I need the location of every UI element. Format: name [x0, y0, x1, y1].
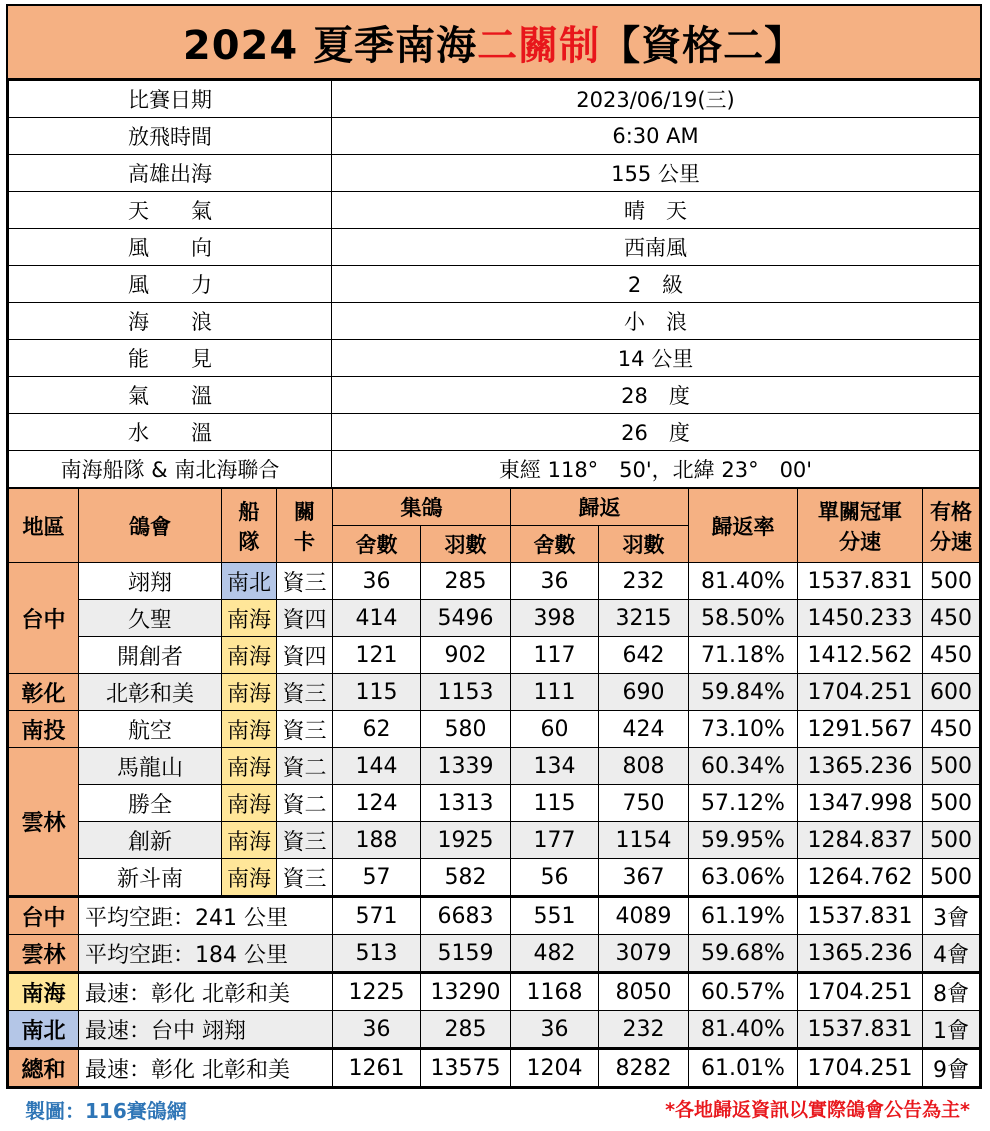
return-rate-cell: 59.95%	[689, 822, 798, 859]
gather-houses-cell: 414	[333, 600, 421, 637]
stage-cell: 資三	[277, 822, 333, 859]
sum-return-rate-cell: 61.19%	[689, 897, 798, 935]
sum-gather-birds-cell: 13290	[421, 973, 511, 1011]
col-header-qual: 有格 分速	[923, 489, 980, 563]
return-rate-cell: 81.40%	[689, 563, 798, 600]
title-suffix: 【資格二】	[600, 22, 806, 69]
gather-birds-cell: 285	[421, 563, 511, 600]
sum-return-birds-cell: 8282	[599, 1049, 689, 1087]
info-value: 2 級	[332, 266, 980, 303]
club-cell: 航空	[79, 711, 222, 748]
info-value: 晴 天	[332, 192, 980, 229]
info-value: 26 度	[332, 414, 980, 451]
col-header-club: 鴿會	[79, 489, 222, 563]
info-row	[9, 266, 980, 303]
sum-gather-birds-cell: 285	[421, 1011, 511, 1049]
info-label: 比賽日期	[9, 81, 332, 118]
col-header-gather: 集鴿	[333, 489, 511, 526]
page-title	[8, 6, 980, 80]
qualify-speed-cell: 500	[923, 563, 980, 600]
gather-birds-cell: 5496	[421, 600, 511, 637]
sum-champion-speed-cell: 1704.251	[798, 973, 923, 1011]
info-row	[9, 451, 980, 488]
return-rate-cell: 73.10%	[689, 711, 798, 748]
champion-speed-cell: 1347.998	[798, 785, 923, 822]
team-cell: 南海	[222, 859, 277, 897]
sum-return-rate-cell: 60.57%	[689, 973, 798, 1011]
table-row	[9, 711, 980, 748]
summary-region-cell: 台中	[9, 897, 79, 935]
info-value: 155 公里	[332, 155, 980, 192]
sum-return-birds-cell: 4089	[599, 897, 689, 935]
team-cell: 南海	[222, 748, 277, 785]
return-birds-cell: 232	[599, 563, 689, 600]
stage-cell: 資四	[277, 637, 333, 674]
info-row	[9, 192, 980, 229]
info-value: 小 浪	[332, 303, 980, 340]
info-label: 天 氣	[9, 192, 332, 229]
qualify-speed-cell: 450	[923, 637, 980, 674]
region-cell: 台中	[9, 563, 79, 674]
table-row	[9, 822, 980, 859]
return-birds-cell: 690	[599, 674, 689, 711]
table-row	[9, 859, 980, 897]
gather-houses-cell: 115	[333, 674, 421, 711]
sum-club-count-cell: 1會	[923, 1011, 980, 1049]
champion-speed-cell: 1450.233	[798, 600, 923, 637]
return-rate-cell: 57.12%	[689, 785, 798, 822]
club-cell: 創新	[79, 822, 222, 859]
return-birds-cell: 367	[599, 859, 689, 897]
stage-cell: 資三	[277, 563, 333, 600]
summary-label-cell: 最速：彰化 北彰和美	[79, 1049, 333, 1087]
sum-gather-birds-cell: 5159	[421, 935, 511, 973]
club-cell: 北彰和美	[79, 674, 222, 711]
team-cell: 南北	[222, 563, 277, 600]
gather-birds-cell: 1313	[421, 785, 511, 822]
stage-cell: 資二	[277, 785, 333, 822]
return-houses-cell: 111	[511, 674, 599, 711]
return-birds-cell: 1154	[599, 822, 689, 859]
summary-row	[9, 1049, 980, 1087]
col-header-region: 地區	[9, 489, 79, 563]
gather-houses-cell: 57	[333, 859, 421, 897]
sum-club-count-cell: 9會	[923, 1049, 980, 1087]
champion-speed-cell: 1365.236	[798, 748, 923, 785]
info-label: 放飛時間	[9, 118, 332, 155]
sum-club-count-cell: 8會	[923, 973, 980, 1011]
sum-return-houses-cell: 482	[511, 935, 599, 973]
sum-return-houses-cell: 36	[511, 1011, 599, 1049]
return-houses-cell: 60	[511, 711, 599, 748]
credit-text: 製圖：116賽鴿網	[25, 1099, 187, 1123]
qualify-speed-cell: 500	[923, 822, 980, 859]
summary-label-cell: 最速：彰化 北彰和美	[79, 973, 333, 1011]
footer	[0, 1094, 990, 1126]
club-cell: 開創者	[79, 637, 222, 674]
race-info-table	[8, 80, 980, 488]
col-header-return-houses: 舍數	[511, 526, 599, 563]
gather-birds-cell: 1153	[421, 674, 511, 711]
sum-return-houses-cell: 1168	[511, 973, 599, 1011]
gather-houses-cell: 121	[333, 637, 421, 674]
return-houses-cell: 134	[511, 748, 599, 785]
info-value: 2023/06/19(三)	[332, 81, 980, 118]
champion-speed-cell: 1284.837	[798, 822, 923, 859]
info-row	[9, 340, 980, 377]
sum-gather-birds-cell: 6683	[421, 897, 511, 935]
champion-speed-cell: 1704.251	[798, 674, 923, 711]
col-header-return: 歸返	[511, 489, 689, 526]
table-row	[9, 785, 980, 822]
summary-label-cell: 平均空距：184 公里	[79, 935, 333, 973]
gather-houses-cell: 188	[333, 822, 421, 859]
gather-birds-cell: 1925	[421, 822, 511, 859]
return-houses-cell: 117	[511, 637, 599, 674]
stage-cell: 資三	[277, 674, 333, 711]
qualify-speed-cell: 500	[923, 785, 980, 822]
gather-birds-cell: 1339	[421, 748, 511, 785]
info-label: 水 溫	[9, 414, 332, 451]
info-row	[9, 303, 980, 340]
champion-speed-cell: 1412.562	[798, 637, 923, 674]
results-sheet	[6, 4, 982, 1089]
results-table	[8, 488, 980, 1087]
return-houses-cell: 177	[511, 822, 599, 859]
return-birds-cell: 750	[599, 785, 689, 822]
champion-speed-cell: 1537.831	[798, 563, 923, 600]
summary-row	[9, 973, 980, 1011]
info-label: 風 力	[9, 266, 332, 303]
summary-region-cell: 雲林	[9, 935, 79, 973]
sum-return-rate-cell: 61.01%	[689, 1049, 798, 1087]
info-label: 氣 溫	[9, 377, 332, 414]
gather-birds-cell: 580	[421, 711, 511, 748]
return-rate-cell: 71.18%	[689, 637, 798, 674]
return-houses-cell: 36	[511, 563, 599, 600]
club-cell: 馬龍山	[79, 748, 222, 785]
sum-return-birds-cell: 3079	[599, 935, 689, 973]
summary-row	[9, 1011, 980, 1049]
sum-club-count-cell: 4會	[923, 935, 980, 973]
gather-houses-cell: 62	[333, 711, 421, 748]
stage-cell: 資三	[277, 859, 333, 897]
table-row	[9, 600, 980, 637]
return-houses-cell: 398	[511, 600, 599, 637]
stage-cell: 資四	[277, 600, 333, 637]
stage-cell: 資三	[277, 711, 333, 748]
table-row	[9, 563, 980, 600]
title-prefix: 2024 夏季南海	[182, 22, 478, 69]
team-cell: 南海	[222, 711, 277, 748]
sum-return-rate-cell: 59.68%	[689, 935, 798, 973]
sum-gather-houses-cell: 571	[333, 897, 421, 935]
sum-return-houses-cell: 1204	[511, 1049, 599, 1087]
info-row	[9, 118, 980, 155]
region-cell: 雲林	[9, 748, 79, 897]
qualify-speed-cell: 600	[923, 674, 980, 711]
table-row	[9, 748, 980, 785]
club-cell: 新斗南	[79, 859, 222, 897]
club-cell: 勝全	[79, 785, 222, 822]
summary-row	[9, 897, 980, 935]
return-houses-cell: 115	[511, 785, 599, 822]
info-value: 西南風	[332, 229, 980, 266]
col-header-gather-birds: 羽數	[421, 526, 511, 563]
gather-birds-cell: 582	[421, 859, 511, 897]
info-row	[9, 229, 980, 266]
region-cell: 南投	[9, 711, 79, 748]
info-value: 28 度	[332, 377, 980, 414]
sum-return-birds-cell: 232	[599, 1011, 689, 1049]
gather-birds-cell: 902	[421, 637, 511, 674]
return-birds-cell: 808	[599, 748, 689, 785]
return-houses-cell: 56	[511, 859, 599, 897]
info-value: 東經 118° 50'，北緯 23° 00'	[332, 451, 980, 488]
qualify-speed-cell: 500	[923, 859, 980, 897]
team-cell: 南海	[222, 674, 277, 711]
summary-region-cell: 南北	[9, 1011, 79, 1049]
team-cell: 南海	[222, 822, 277, 859]
sum-return-houses-cell: 551	[511, 897, 599, 935]
info-label: 海 浪	[9, 303, 332, 340]
sum-champion-speed-cell: 1365.236	[798, 935, 923, 973]
stage-cell: 資二	[277, 748, 333, 785]
sum-champion-speed-cell: 1704.251	[798, 1049, 923, 1087]
info-label: 能 見	[9, 340, 332, 377]
team-cell: 南海	[222, 637, 277, 674]
champion-speed-cell: 1264.762	[798, 859, 923, 897]
info-row	[9, 414, 980, 451]
region-cell: 彰化	[9, 674, 79, 711]
sum-return-birds-cell: 8050	[599, 973, 689, 1011]
qualify-speed-cell: 450	[923, 600, 980, 637]
gather-houses-cell: 124	[333, 785, 421, 822]
return-rate-cell: 63.06%	[689, 859, 798, 897]
return-rate-cell: 60.34%	[689, 748, 798, 785]
gather-houses-cell: 144	[333, 748, 421, 785]
gather-houses-cell: 36	[333, 563, 421, 600]
col-header-stage: 關 卡	[277, 489, 333, 563]
qualify-speed-cell: 500	[923, 748, 980, 785]
table-row	[9, 674, 980, 711]
info-label: 風 向	[9, 229, 332, 266]
sum-champion-speed-cell: 1537.831	[798, 1011, 923, 1049]
info-value: 6:30 AM	[332, 118, 980, 155]
summary-label-cell: 平均空距：241 公里	[79, 897, 333, 935]
info-row	[9, 81, 980, 118]
header-row	[9, 489, 980, 526]
sum-gather-birds-cell: 13575	[421, 1049, 511, 1087]
sum-gather-houses-cell: 1261	[333, 1049, 421, 1087]
info-label: 南海船隊 & 南北海聯合	[9, 451, 332, 488]
sum-club-count-cell: 3會	[923, 897, 980, 935]
champion-speed-cell: 1291.567	[798, 711, 923, 748]
col-header-return-birds: 羽數	[599, 526, 689, 563]
team-cell: 南海	[222, 600, 277, 637]
col-header-rate: 歸返率	[689, 489, 798, 563]
return-birds-cell: 642	[599, 637, 689, 674]
info-label: 高雄出海	[9, 155, 332, 192]
sum-gather-houses-cell: 1225	[333, 973, 421, 1011]
club-cell: 久聖	[79, 600, 222, 637]
summary-label-cell: 最速：台中 翊翔	[79, 1011, 333, 1049]
club-cell: 翊翔	[79, 563, 222, 600]
return-birds-cell: 3215	[599, 600, 689, 637]
info-row	[9, 377, 980, 414]
return-rate-cell: 59.84%	[689, 674, 798, 711]
disclaimer-note: *各地歸返資訊以實際鴿會公告為主*	[665, 1099, 970, 1121]
col-header-team: 船 隊	[222, 489, 277, 563]
info-value: 14 公里	[332, 340, 980, 377]
return-birds-cell: 424	[599, 711, 689, 748]
col-header-champ: 單關冠軍 分速	[798, 489, 923, 563]
qualify-speed-cell: 450	[923, 711, 980, 748]
title-red: 二關制	[477, 22, 601, 69]
table-row	[9, 637, 980, 674]
team-cell: 南海	[222, 785, 277, 822]
sum-gather-houses-cell: 513	[333, 935, 421, 973]
sum-gather-houses-cell: 36	[333, 1011, 421, 1049]
sum-champion-speed-cell: 1537.831	[798, 897, 923, 935]
col-header-gather-houses: 舍數	[333, 526, 421, 563]
info-row	[9, 155, 980, 192]
return-rate-cell: 58.50%	[689, 600, 798, 637]
summary-row	[9, 935, 980, 973]
summary-region-cell: 南海	[9, 973, 79, 1011]
summary-region-cell: 總和	[9, 1049, 79, 1087]
sum-return-rate-cell: 81.40%	[689, 1011, 798, 1049]
